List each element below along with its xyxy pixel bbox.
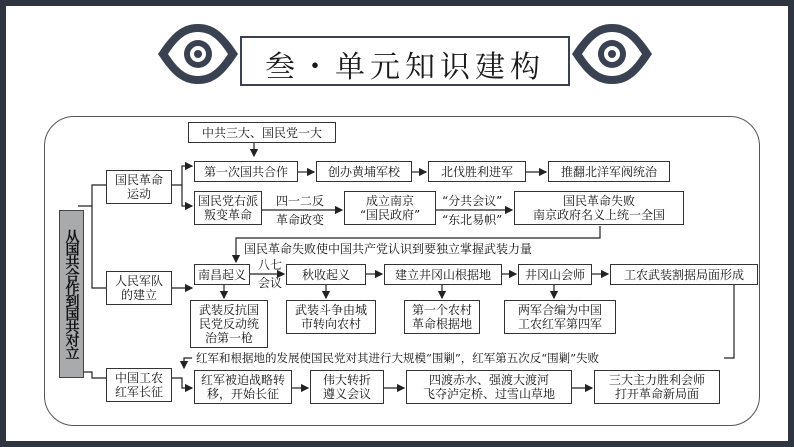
box-armed-separatism: 工农武装割据局面形成 [610,264,758,285]
label-split-meeting: “分共会议” [442,194,503,208]
label-august-7: 八七 [258,258,283,272]
box-revolution-failure: 国民革命失败 南京政府名义上统一全国 [514,191,684,225]
box-three-armies-join: 三大主力胜利会师 打开革命新局面 [594,370,720,404]
box-march-feats: 四渡赤水、强渡大渡河 飞夺泸定桥、过雪山草地 [406,370,572,404]
label-northeast-flag: “东北易帜” [442,213,503,227]
box-right-wing-betrayal: 国民党右派 叛变革命 [194,191,262,225]
box-jinggangshan-base: 建立井冈山根据地 [384,264,502,285]
label-meeting: 会议 [258,276,283,290]
page-title: 叁・单元知识建构 [265,50,545,85]
slide [6,6,788,441]
label-april-12: 四一二反 [276,194,325,208]
section-long-march: 中国工农 红军长征 [106,368,172,402]
box-northern-expedition: 北伐胜利进军 [428,161,526,182]
box-overthrow-warlords: 推翻北洋军阀统治 [548,161,670,182]
root-topic: 从国共合作到国共对立 [59,210,84,378]
box-first-shot: 武装反抗国 民党反动统 治第一枪 [190,300,268,348]
box-nanjing-government: 成立南京 “国民政府” [344,191,436,225]
box-whampoa: 创办黄埔军校 [316,161,412,182]
note-encirclement: 红军和根据地的发展使国民党对其进行大规模“围剿”，红军第五次反“围剿”失败 [196,351,600,365]
box-first-cooperation: 第一次国共合作 [194,161,298,182]
box-autumn-harvest: 秋收起义 [286,264,366,285]
box-zunyi-meeting: 伟大转折 遵义会议 [310,370,384,404]
section-peoples-army: 人民军队 的建立 [106,271,172,305]
box-fourth-army: 两军合编为中国 工农红军第四军 [504,300,616,334]
label-coup: 革命政变 [276,213,325,227]
box-third-congress: 中共三大、国民党一大 [188,122,336,143]
box-nanchang-uprising: 南昌起义 [194,264,250,285]
box-jinggangshan-meeting: 井冈山会师 [518,264,592,285]
section-national-revolution: 国民革命 运动 [106,170,172,204]
box-city-to-countryside: 武装斗争由城 市转向农村 [286,300,376,334]
note-armed-force: 国民革命失败使中国共产党认识到要独立掌握武装力量 [244,242,533,256]
box-strategic-transfer: 红军被迫战略转 移，开始长征 [194,370,292,404]
box-first-rural-base: 第一个农村 革命根据地 [404,300,480,334]
